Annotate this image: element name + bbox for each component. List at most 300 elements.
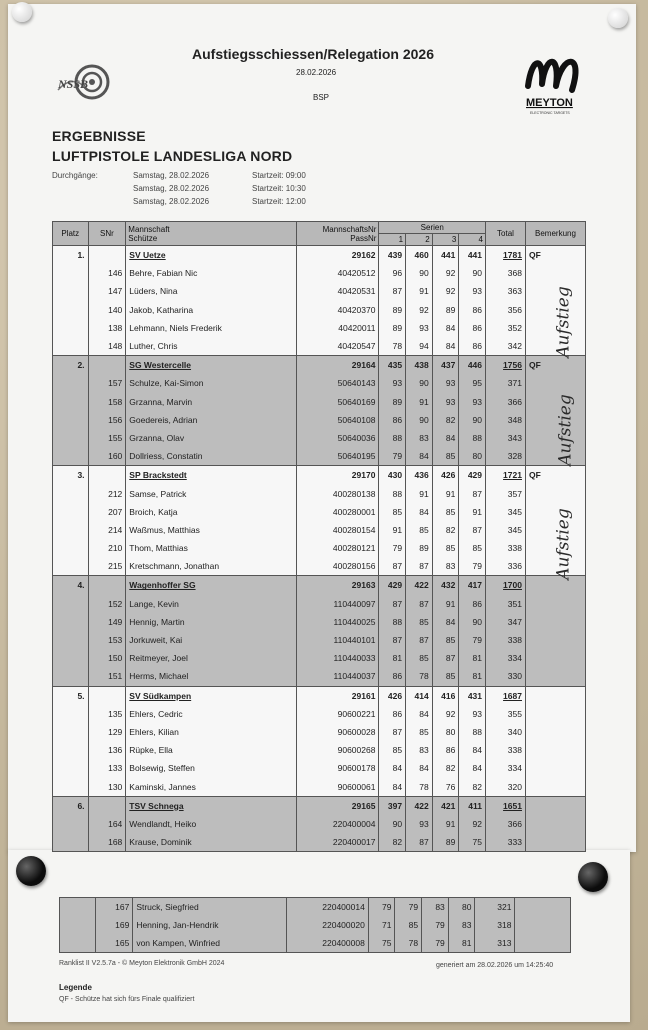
shooter-serie: 82	[459, 777, 486, 796]
shooter-platz	[53, 649, 89, 667]
shooter-serie: 85	[406, 649, 433, 667]
shooter-serie: 84	[379, 759, 406, 777]
shooter-serie: 96	[379, 264, 406, 282]
shooter-total: 348	[486, 411, 526, 429]
shooter-serie: 85	[406, 521, 433, 539]
shooter-total: 318	[475, 916, 515, 934]
shooter-platz	[53, 503, 89, 521]
shooter-passnr: 220400014	[286, 898, 368, 917]
shooter-total: 343	[486, 429, 526, 447]
shooter-snr: 146	[88, 264, 126, 282]
team-total: 1651	[486, 796, 526, 815]
shooter-serie: 91	[406, 282, 433, 300]
shooter-snr: 160	[88, 447, 126, 466]
shooter-name: Ehlers, Kilian	[126, 723, 297, 741]
shooter-platz	[53, 264, 89, 282]
team-total: 1756	[486, 356, 526, 375]
shooter-serie: 92	[432, 282, 459, 300]
team-serie: 416	[432, 686, 459, 705]
shooter-name: Broich, Katja	[126, 503, 297, 521]
shooter-row	[53, 667, 586, 686]
shooter-row	[53, 447, 586, 466]
legend-text: QF - Schütze hat sich fürs Finale qualifiziert	[59, 996, 195, 1003]
handwritten-note: Aufstieg	[553, 508, 574, 580]
team-serie: 441	[432, 246, 459, 265]
shooter-row	[53, 337, 586, 356]
team-row	[53, 356, 586, 375]
col-snr: SNr	[88, 222, 126, 246]
shooter-serie: 85	[395, 916, 422, 934]
shooter-serie: 91	[406, 393, 433, 411]
team-platz: 2.	[53, 356, 89, 375]
shooter-name: Ehlers, Cedric	[126, 705, 297, 723]
shooter-row	[53, 705, 586, 723]
shooter-serie: 86	[459, 337, 486, 356]
shooter-platz	[53, 557, 89, 576]
shooter-snr: 147	[88, 282, 126, 300]
shooter-serie: 89	[379, 319, 406, 337]
team-serie: 439	[379, 246, 406, 265]
shooter-serie: 84	[406, 759, 433, 777]
shooter-serie: 86	[459, 319, 486, 337]
team-snr	[88, 466, 126, 485]
shooter-platz	[53, 411, 89, 429]
shooter-platz	[53, 393, 89, 411]
shooter-passnr: 110440101	[297, 631, 379, 649]
shooter-passnr: 40420512	[297, 264, 379, 282]
shooter-serie: 90	[406, 264, 433, 282]
black-pushpin-icon	[16, 856, 46, 886]
team-bemerkung	[525, 686, 585, 705]
shooter-total: 366	[486, 393, 526, 411]
shooter-total: 340	[486, 723, 526, 741]
shooter-snr: 138	[88, 319, 126, 337]
shooter-total: 320	[486, 777, 526, 796]
shooter-platz	[53, 741, 89, 759]
shooter-name: Lüders, Nina	[126, 282, 297, 300]
shooter-bemerkung	[515, 898, 571, 917]
team-name-cell	[126, 246, 297, 265]
shooter-platz	[53, 484, 89, 502]
team-serie: 414	[406, 686, 433, 705]
shooter-snr: 164	[88, 815, 126, 833]
team-bemerkung	[525, 796, 585, 815]
team-serie: 429	[459, 466, 486, 485]
shooter-serie: 88	[379, 429, 406, 447]
shooter-passnr: 400280156	[297, 557, 379, 576]
shooter-serie: 78	[395, 934, 422, 953]
team-row	[53, 466, 586, 485]
team-nr: 29165	[297, 796, 379, 815]
results-heading: ERGEBNISSE	[52, 128, 146, 144]
shooter-name: Herms, Michael	[126, 667, 297, 686]
shooter-serie: 84	[459, 741, 486, 759]
shooter-bemerkung	[525, 741, 585, 759]
shooter-snr: 152	[88, 595, 126, 613]
shooter-name: Thom, Matthias	[126, 539, 297, 557]
shooter-snr: 129	[88, 723, 126, 741]
shooter-serie: 78	[406, 777, 433, 796]
shooter-passnr: 40420547	[297, 337, 379, 356]
event-subtitle: BSP	[313, 93, 330, 102]
durchgang-day: Samstag, 28.02.2026	[133, 171, 210, 180]
shooter-serie: 81	[448, 934, 475, 953]
shooter-serie: 87	[406, 557, 433, 576]
shooter-row	[60, 934, 571, 953]
black-pushpin-icon	[578, 862, 608, 892]
col-mannschaftsnr-label: MannschaftsNr	[322, 224, 377, 234]
team-platz: 5.	[53, 686, 89, 705]
shooter-platz	[53, 833, 89, 852]
shooter-platz	[53, 337, 89, 356]
shooter-passnr: 40420531	[297, 282, 379, 300]
shooter-platz	[60, 898, 96, 917]
shooter-serie: 93	[406, 815, 433, 833]
shooter-serie: 84	[379, 777, 406, 796]
col-serien: Serien	[379, 222, 486, 234]
shooter-name: Grzanna, Olav	[126, 429, 297, 447]
shooter-snr: 168	[88, 833, 126, 852]
shooter-name: Grzanna, Marvin	[126, 393, 297, 411]
shooter-total: 338	[486, 631, 526, 649]
shooter-serie: 85	[432, 503, 459, 521]
results-table	[52, 221, 586, 852]
shooter-row	[53, 723, 586, 741]
shooter-platz	[53, 282, 89, 300]
col-total: Total	[486, 222, 526, 246]
team-serie: 446	[459, 356, 486, 375]
team-snr	[88, 686, 126, 705]
shooter-total: 368	[486, 264, 526, 282]
shooter-serie: 91	[432, 595, 459, 613]
shooter-name: Kaminski, Jannes	[126, 777, 297, 796]
team-serie: 426	[432, 466, 459, 485]
shooter-serie: 86	[459, 301, 486, 319]
shooter-total: 363	[486, 282, 526, 300]
shooter-total: 345	[486, 521, 526, 539]
shooter-bemerkung	[525, 264, 585, 282]
team-snr	[88, 356, 126, 375]
svg-text:ELECTRONIC TARGETS: ELECTRONIC TARGETS	[530, 111, 570, 115]
page-title: Aufstiegsschiessen/Relegation 2026	[192, 46, 434, 62]
team-row	[53, 796, 586, 815]
shooter-serie: 88	[379, 484, 406, 502]
shooter-name: Krause, Dominik	[126, 833, 297, 852]
shooter-platz	[53, 667, 89, 686]
shooter-bemerkung	[525, 833, 585, 852]
shooter-passnr: 90600028	[297, 723, 379, 741]
shooter-passnr: 220400008	[286, 934, 368, 953]
handwritten-note: Aufstieg	[555, 394, 576, 466]
shooter-name: von Kampen, Winfried	[133, 934, 286, 953]
shooter-serie: 88	[459, 429, 486, 447]
shooter-bemerkung	[525, 723, 585, 741]
shooter-serie: 81	[459, 667, 486, 686]
svg-text:MEYTON: MEYTON	[526, 97, 573, 109]
team-serie: 430	[379, 466, 406, 485]
shooter-total: 371	[486, 374, 526, 392]
team-name-cell	[126, 796, 297, 815]
shooter-bemerkung	[525, 759, 585, 777]
shooter-serie: 87	[459, 484, 486, 502]
shooter-serie: 87	[432, 649, 459, 667]
shooter-bemerkung	[525, 815, 585, 833]
team-serie: 437	[432, 356, 459, 375]
team-row	[53, 686, 586, 705]
shooter-row	[53, 282, 586, 300]
team-nr: 29161	[297, 686, 379, 705]
shooter-passnr: 400280001	[297, 503, 379, 521]
shooter-total: 338	[486, 539, 526, 557]
shooter-total: 338	[486, 741, 526, 759]
team-serie: 431	[459, 686, 486, 705]
shooter-serie: 79	[422, 916, 449, 934]
shooter-platz	[53, 301, 89, 319]
shooter-platz	[53, 521, 89, 539]
shooter-bemerkung	[525, 374, 585, 392]
shooter-passnr: 110440097	[297, 595, 379, 613]
shooter-name: Goedereis, Adrian	[126, 411, 297, 429]
shooter-serie: 83	[432, 557, 459, 576]
shooter-name: Schulze, Kai-Simon	[126, 374, 297, 392]
shooter-serie: 85	[432, 447, 459, 466]
shooter-serie: 84	[459, 759, 486, 777]
shooter-platz	[53, 429, 89, 447]
shooter-serie: 84	[406, 447, 433, 466]
event-date: 28.02.2026	[296, 68, 337, 77]
shooter-serie: 84	[406, 503, 433, 521]
shooter-bemerkung	[515, 916, 571, 934]
shooter-name: Rüpke, Ella	[126, 741, 297, 759]
shooter-serie: 90	[406, 411, 433, 429]
shooter-serie: 87	[459, 521, 486, 539]
team-name: SP Brackstedt	[129, 470, 187, 481]
shooter-bemerkung	[525, 777, 585, 796]
shooter-serie: 84	[432, 429, 459, 447]
shooter-passnr: 400280138	[297, 484, 379, 502]
shooter-serie: 85	[432, 667, 459, 686]
shooter-passnr: 400280121	[297, 539, 379, 557]
shooter-row	[53, 777, 586, 796]
shooter-total: 313	[475, 934, 515, 953]
shooter-serie: 82	[432, 759, 459, 777]
shooter-serie: 91	[432, 484, 459, 502]
shooter-serie: 79	[379, 447, 406, 466]
team-platz: 1.	[53, 246, 89, 265]
team-serie: 438	[406, 356, 433, 375]
shooter-serie: 86	[432, 741, 459, 759]
shooter-snr: 151	[88, 667, 126, 686]
shooter-platz	[53, 319, 89, 337]
shooter-snr: 135	[88, 705, 126, 723]
shooter-platz	[53, 705, 89, 723]
shooter-platz	[53, 374, 89, 392]
shooter-snr: 133	[88, 759, 126, 777]
team-serie: 426	[379, 686, 406, 705]
shooter-total: 347	[486, 613, 526, 631]
team-serie: 411	[459, 796, 486, 815]
team-name: SV Südkampen	[129, 690, 192, 701]
shooter-row	[53, 759, 586, 777]
team-serie: 441	[459, 246, 486, 265]
shooter-snr: 156	[88, 411, 126, 429]
shooter-platz	[53, 723, 89, 741]
shooter-total: 334	[486, 759, 526, 777]
team-serie: 417	[459, 576, 486, 595]
shooter-bemerkung	[525, 613, 585, 631]
shooter-name: Dollriess, Constatin	[126, 447, 297, 466]
svg-text:NSSB: NSSB	[58, 77, 89, 91]
col-serie-4: 4	[459, 234, 486, 246]
shooter-serie: 84	[432, 319, 459, 337]
team-name: SV Uetze	[129, 250, 166, 261]
team-nr: 29162	[297, 246, 379, 265]
shooter-snr: 210	[88, 539, 126, 557]
shooter-serie: 93	[459, 393, 486, 411]
team-name: SG Westercelle	[129, 360, 192, 371]
team-row	[53, 576, 586, 595]
shooter-name: Samse, Patrick	[126, 484, 297, 502]
shooter-serie: 85	[459, 539, 486, 557]
shooter-passnr: 50640169	[297, 393, 379, 411]
shooter-snr: 157	[88, 374, 126, 392]
shooter-platz	[60, 916, 96, 934]
shooter-total: 345	[486, 503, 526, 521]
shooter-snr: 215	[88, 557, 126, 576]
shooter-row	[53, 595, 586, 613]
shooter-serie: 79	[459, 631, 486, 649]
shooter-serie: 90	[459, 613, 486, 631]
shooter-total: 328	[486, 447, 526, 466]
shooter-serie: 91	[406, 484, 433, 502]
shooter-serie: 83	[422, 898, 449, 917]
table-header-row	[53, 222, 586, 234]
shooter-row	[53, 833, 586, 852]
shooter-serie: 82	[432, 411, 459, 429]
shooter-serie: 87	[379, 282, 406, 300]
team-nr: 29170	[297, 466, 379, 485]
shooter-passnr: 110440037	[297, 667, 379, 686]
shooter-serie: 92	[459, 815, 486, 833]
col-passnr-label: PassNr	[350, 233, 377, 243]
shooter-snr: 207	[88, 503, 126, 521]
shooter-snr: 212	[88, 484, 126, 502]
shooter-passnr: 110440025	[297, 613, 379, 631]
shooter-platz	[60, 934, 96, 953]
shooter-serie: 89	[379, 393, 406, 411]
shooter-total: 342	[486, 337, 526, 356]
shooter-serie: 80	[459, 447, 486, 466]
shooter-serie: 78	[406, 667, 433, 686]
col-serie-3: 3	[432, 234, 459, 246]
nssb-logo-icon	[52, 54, 114, 106]
shooter-total: 356	[486, 301, 526, 319]
shooter-serie: 83	[448, 916, 475, 934]
shooter-serie: 86	[379, 667, 406, 686]
shooter-row	[60, 898, 571, 917]
shooter-row	[53, 631, 586, 649]
version-footer: Ranklist II V2.5.7a - © Meyton Elektronik GmbH 2024	[59, 960, 225, 967]
shooter-row	[53, 539, 586, 557]
team-bemerkung: QF	[525, 246, 585, 265]
team-snr	[88, 246, 126, 265]
legend-title: Legende	[59, 983, 92, 992]
shooter-serie: 87	[379, 595, 406, 613]
team-serie: 435	[379, 356, 406, 375]
shooter-snr: 150	[88, 649, 126, 667]
shooter-snr: 167	[95, 898, 133, 917]
team-platz: 3.	[53, 466, 89, 485]
shooter-serie: 87	[406, 631, 433, 649]
shooter-serie: 85	[406, 613, 433, 631]
team-serie: 421	[432, 796, 459, 815]
shooter-serie: 93	[432, 374, 459, 392]
shooter-row	[53, 815, 586, 833]
team-total: 1687	[486, 686, 526, 705]
shooter-serie: 89	[406, 539, 433, 557]
team-name: Wagenhoffer SG	[129, 580, 196, 591]
shooter-snr: 165	[95, 934, 133, 953]
shooter-passnr: 220400017	[297, 833, 379, 852]
shooter-snr: 136	[88, 741, 126, 759]
shooter-passnr: 90600178	[297, 759, 379, 777]
shooter-passnr: 50640036	[297, 429, 379, 447]
team-row	[53, 246, 586, 265]
shooter-serie: 86	[459, 595, 486, 613]
shooter-serie: 83	[406, 429, 433, 447]
shooter-platz	[53, 759, 89, 777]
shooter-row	[53, 521, 586, 539]
shooter-serie: 87	[379, 557, 406, 576]
shooter-serie: 90	[379, 815, 406, 833]
team-nr: 29164	[297, 356, 379, 375]
shooter-passnr: 40420370	[297, 301, 379, 319]
shooter-serie: 92	[432, 264, 459, 282]
generated-footer: generiert am 28.02.2026 um 14:25:40	[436, 962, 554, 969]
shooter-snr: 148	[88, 337, 126, 356]
team-nr: 29163	[297, 576, 379, 595]
shooter-serie: 92	[432, 705, 459, 723]
shooter-serie: 89	[432, 833, 459, 852]
shooter-name: Struck, Siegfried	[133, 898, 286, 917]
shooter-serie: 78	[379, 337, 406, 356]
shooter-name: Reitmeyer, Joel	[126, 649, 297, 667]
team-name-cell	[126, 576, 297, 595]
shooter-platz	[53, 447, 89, 466]
shooter-passnr: 90600061	[297, 777, 379, 796]
durchgang-start: Startzeit: 12:00	[252, 197, 306, 206]
shooter-row	[53, 741, 586, 759]
shooter-serie: 91	[379, 521, 406, 539]
team-name-cell	[126, 686, 297, 705]
col-mannschaft	[126, 222, 297, 246]
shooter-serie: 82	[432, 521, 459, 539]
shooter-passnr: 220400004	[297, 815, 379, 833]
team-bemerkung: QF	[525, 466, 585, 485]
handwritten-note: Aufstieg	[553, 286, 574, 358]
shooter-name: Behre, Fabian Nic	[126, 264, 297, 282]
team-name-cell	[126, 466, 297, 485]
shooter-row	[53, 393, 586, 411]
shooter-row	[53, 374, 586, 392]
shooter-serie: 84	[432, 337, 459, 356]
shooter-serie: 80	[432, 723, 459, 741]
shooter-serie: 93	[432, 393, 459, 411]
team-total: 1721	[486, 466, 526, 485]
shooter-serie: 79	[368, 898, 395, 917]
shooter-serie: 79	[395, 898, 422, 917]
shooter-passnr: 50640143	[297, 374, 379, 392]
